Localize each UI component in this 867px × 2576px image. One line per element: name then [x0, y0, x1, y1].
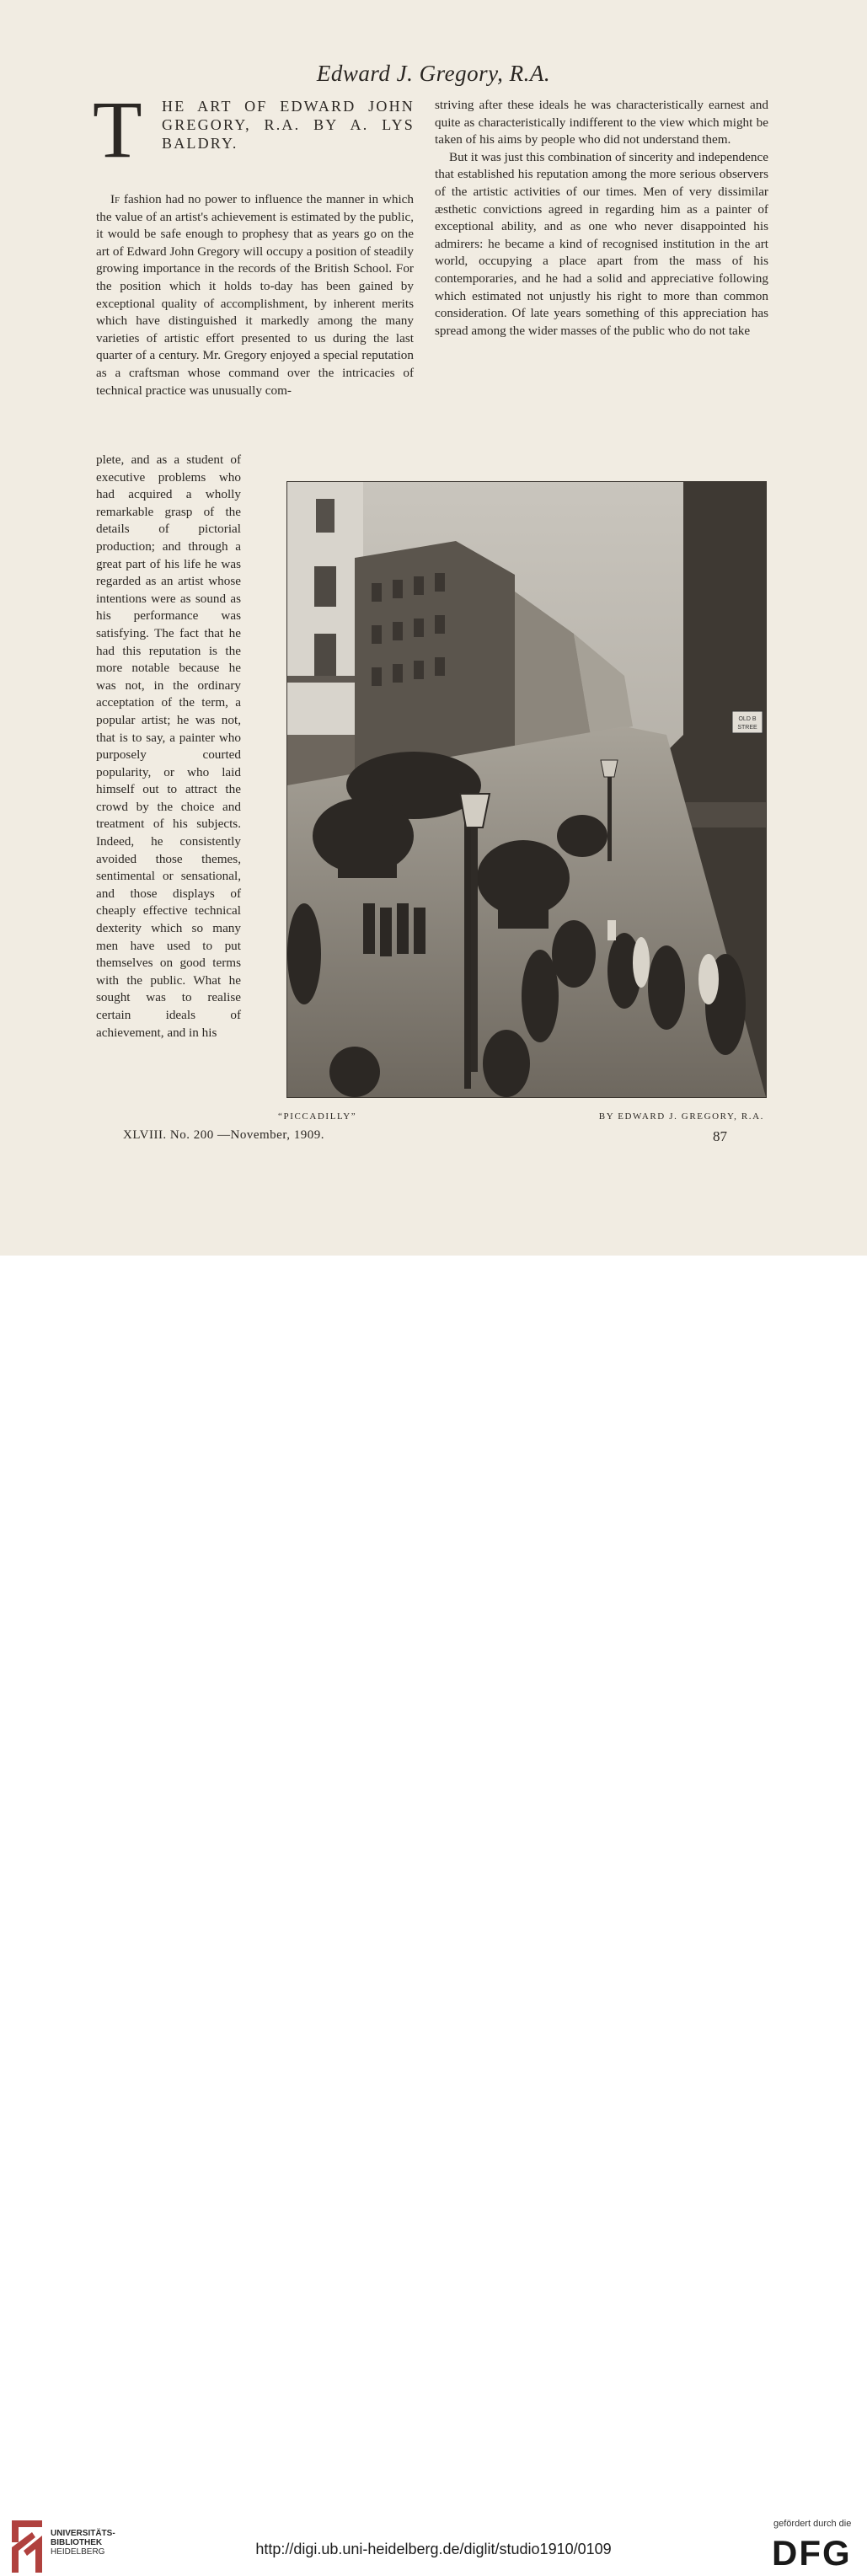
article-title	[93, 84, 416, 174]
issue-line: XLVIII. No. 200 —November, 1909.	[123, 1128, 324, 1142]
street-lamp-post	[471, 794, 478, 1072]
street-scene	[287, 482, 766, 1097]
paragraph-1	[96, 191, 414, 399]
library-line1: UNIVERSITÄTS-	[51, 2529, 115, 2538]
library-line3: HEIDELBERG	[51, 2547, 105, 2557]
right-column	[435, 97, 768, 340]
drop-cap: T	[93, 84, 142, 174]
dfg-logo: DFG	[772, 2533, 852, 2573]
permalink-url[interactable]: http://digi.ub.uni-heidelberg.de/diglit/studio1910/0109	[255, 2541, 612, 2557]
page-number: 87	[713, 1128, 727, 1144]
running-head: Edward J. Gregory, R.A.	[316, 61, 551, 86]
paragraph-continued: striving after these ideals he was characteristically earnest and quite as characteristically indifferent to the view which might be taken of his aims by people who did not understand them.	[435, 98, 768, 147]
article-title-text: HE ART OF EDWARD JOHN GREGORY, R.A. BY A. LYS BALDRY.	[162, 98, 415, 152]
paragraph-2: But it was just this combination of sincerity and independence that established his reputation among the more serious observers of the artistic activities of our times. Men of very dissimilar æsthetic convictions agreed in regarding him as a painter of exceptional ability, and as one who never disappointed his admirers: he became a kind of recognised institution in the art world, occupying a place apart from the mass of his contemporaries, and he had a solid and appreciative following which estimated not unjustly his right to more than common consideration. Of late years something of this appreciation has spread among the wider masses of the public who do not take	[435, 149, 768, 338]
paragraph-1-lead: If	[110, 192, 120, 206]
library-line2: BIBLIOTHEK	[51, 2538, 103, 2547]
left-column	[96, 191, 414, 399]
caption-title: “PICCADILLY”	[278, 1111, 357, 1122]
piccadilly-painting	[286, 481, 767, 1098]
digitization-footer	[0, 1256, 867, 2573]
funded-by-label: gefördert durch die	[773, 2519, 852, 2529]
paragraph-1-continued: plete, and as a student of executive problems who had acquired a wholly remarkable grasp of the details of pictorial production; and through a great part of his life he was regarded as an artist whose intentions were as sound as his performance was satisfying. The fact that he had this reputation is the more notable because he was not, in the ordinary acceptation of the term, a popular artist; he was not, that is to say, a painter who purposely courted popularity, or who laid himself out to attract the crowd by the choice and treatment of his subjects. Indeed, he consistently avoided those themes, sentimental or sensational, and those displays of cheaply effective technical dexterity which so many men have used to put themselves on good terms with the public. What he sought was to realise certain ideals of achievement, and in his	[96, 453, 241, 1040]
street-sign-line2: STREE	[737, 725, 757, 731]
caption-credit: BY EDWARD J. GREGORY, R.A.	[598, 1111, 764, 1122]
scanned-page	[0, 0, 867, 1256]
street-sign-line1: OLD B	[738, 716, 757, 722]
paragraph-1-text: fashion had no power to influence the manner in which the value of an artist's achievement is estimated by the public, it would be safe enough to prophesy that as years go on the art of Edward John Gregory will occupy a position of steadily growing importance in the records of the British School. For the position which it holds to-day has been gained by exceptional quality of accomplishment, by inherent merits which have distinguished it markedly among the many varieties of artistic effort presented to us during the last quarter of a century. Mr. Gregory enjoyed a special reputation as a craftsman whose command over the intricacies of technical practice was unusually com-	[96, 192, 414, 398]
narrow-column	[96, 452, 241, 1042]
